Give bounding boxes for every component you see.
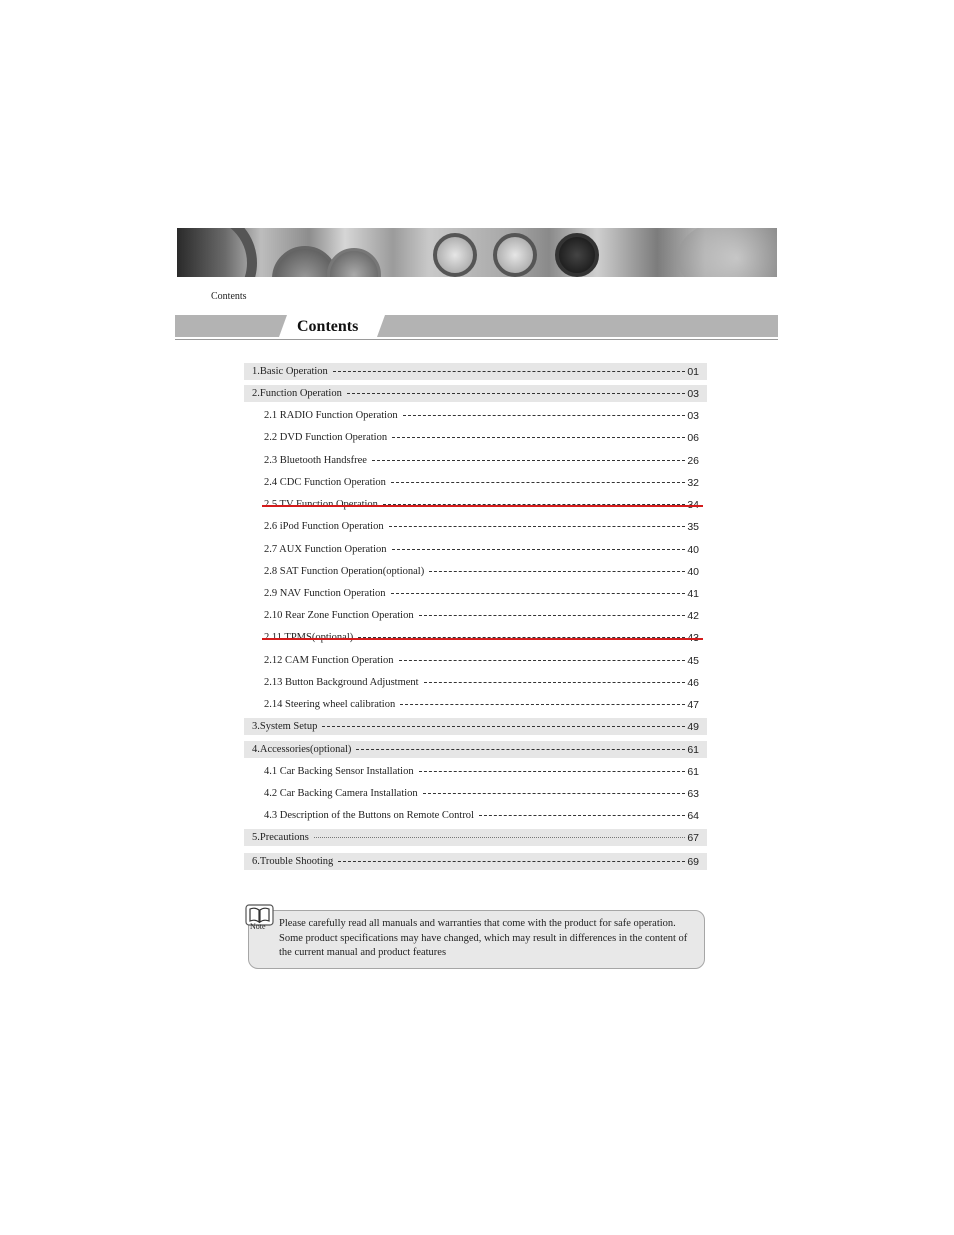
title-bar (175, 315, 778, 340)
toc-entry-page: 41 (687, 587, 699, 600)
strikethrough-line (262, 505, 703, 507)
toc-entry-page: 26 (687, 454, 699, 467)
leader-dashes (419, 615, 686, 616)
leader-dashes (392, 437, 685, 438)
leader-dashes (392, 549, 686, 550)
toc-entry-label: 4.1 Car Backing Sensor Installation (264, 766, 414, 777)
note-label: Note (250, 922, 266, 931)
toc-entry[interactable] (244, 652, 707, 669)
toc-entry[interactable] (244, 563, 707, 580)
toc-entry[interactable] (244, 385, 707, 402)
leader-dashes (423, 793, 686, 794)
toc-entry-page: 40 (687, 543, 699, 556)
toc-entry-page: 47 (687, 698, 699, 711)
toc-entry[interactable] (244, 363, 707, 380)
toc-entry[interactable] (244, 452, 707, 469)
toc-entry-label: 2.1 RADIO Function Operation (264, 410, 398, 421)
toc-entry-label: 2.6 iPod Function Operation (264, 521, 384, 532)
toc-entry[interactable] (244, 807, 707, 824)
leader-dashes (333, 371, 686, 372)
leader-dashes (399, 660, 686, 661)
toc-entry[interactable] (244, 518, 707, 535)
section-label: Contents (211, 291, 247, 302)
note-text: Please carefully read all manuals and warranties that come with the product for safe operation. Some product specifications may have changed, which may result in differences in the content of the current manual and product features (279, 918, 688, 958)
leader-dashes (389, 526, 686, 527)
toc-entry[interactable] (244, 785, 707, 802)
leader-dashes (419, 771, 686, 772)
toc-entry-label: 1.Basic Operation (252, 366, 328, 377)
leader-dashes (314, 837, 685, 838)
toc-entry-page: 32 (687, 476, 699, 489)
toc-entry[interactable] (244, 496, 707, 513)
strikethrough-line (262, 638, 703, 640)
toc-entry[interactable] (244, 718, 707, 735)
toc-entry-label: 4.Accessories(optional) (252, 744, 352, 755)
toc-entry[interactable] (244, 429, 707, 446)
toc-entry[interactable] (244, 541, 707, 558)
toc-entry[interactable] (244, 741, 707, 758)
toc-entry[interactable] (244, 474, 707, 491)
leader-dashes (347, 393, 685, 394)
toc-entry-label: 4.3 Description of the Buttons on Remote Control (264, 810, 474, 821)
toc-entry-label: 2.9 NAV Function Operation (264, 588, 386, 599)
toc-entry-page: 42 (687, 609, 699, 622)
toc-entry-page: 03 (687, 387, 699, 400)
toc-entry[interactable] (244, 607, 707, 624)
toc-entry-page: 67 (687, 831, 699, 844)
toc-entry-label: 5.Precautions (252, 832, 309, 843)
toc-entry-page: 35 (687, 520, 699, 533)
toc-entry[interactable] (244, 763, 707, 780)
leader-dashes (403, 415, 686, 416)
toc-entry-label: 2.3 Bluetooth Handsfree (264, 455, 367, 466)
toc-entry-label: 2.14 Steering wheel calibration (264, 699, 396, 710)
toc-entry-label: 2.13 Button Background Adjustment (264, 677, 419, 688)
toc-entry-page: 69 (687, 855, 699, 868)
leader-dashes (429, 571, 685, 572)
leader-dashes (391, 593, 686, 594)
toc-entry-label: 3.System Setup (252, 721, 318, 732)
toc-entry[interactable] (244, 829, 707, 846)
toc-entry-page: 63 (687, 787, 699, 800)
toc-entry[interactable] (244, 407, 707, 424)
toc-entry-label: 2.Function Operation (252, 388, 342, 399)
leader-dashes (372, 460, 685, 461)
toc-entry-label: 4.2 Car Backing Camera Installation (264, 788, 418, 799)
toc-entry-label: 2.4 CDC Function Operation (264, 477, 386, 488)
leader-dashes (391, 482, 685, 483)
toc-entry[interactable] (244, 585, 707, 602)
toc-entry[interactable] (244, 696, 707, 713)
toc-entry-label: 2.12 CAM Function Operation (264, 655, 394, 666)
toc-entry[interactable] (244, 674, 707, 691)
toc-entry-page: 01 (687, 365, 699, 378)
leader-dashes (338, 861, 685, 862)
leader-dashes (400, 704, 685, 705)
toc-entry-page: 49 (687, 720, 699, 733)
leader-dashes (424, 682, 686, 683)
leader-dashes (356, 749, 685, 750)
toc-entry-page: 61 (687, 743, 699, 756)
toc-entry-page: 46 (687, 676, 699, 689)
toc-entry-page: 06 (687, 431, 699, 444)
toc-entry-page: 64 (687, 809, 699, 822)
toc-entry-label: 2.7 AUX Function Operation (264, 544, 387, 555)
toc-entry-label: 2.10 Rear Zone Function Operation (264, 610, 414, 621)
toc-entry-label: 2.2 DVD Function Operation (264, 432, 388, 443)
toc-entry-page: 03 (687, 409, 699, 422)
toc-entry-page: 45 (687, 654, 699, 667)
header-banner-image (177, 228, 777, 277)
toc-entry-page: 40 (687, 565, 699, 578)
toc-entry[interactable] (244, 853, 707, 870)
leader-dashes (479, 815, 685, 816)
leader-dashes (322, 726, 685, 727)
page-title: Contents (297, 318, 359, 335)
toc-entry-label: 2.8 SAT Function Operation(optional) (264, 566, 425, 577)
toc-entry-label: 6.Trouble Shooting (252, 856, 334, 867)
toc-entry[interactable] (244, 629, 707, 646)
toc-entry-page: 61 (687, 765, 699, 778)
